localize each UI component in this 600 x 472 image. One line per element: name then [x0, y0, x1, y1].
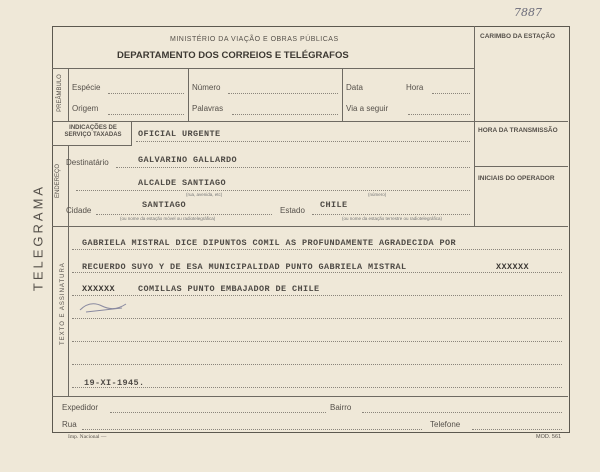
body-side-label: TEXTO E ASSINATURA: [60, 262, 66, 345]
address-side-label: ENDEREÇO: [55, 164, 61, 199]
estado-label: Estado: [280, 206, 305, 215]
indicacoes-value: OFICIAL URGENTE: [138, 129, 221, 139]
printer-mark: Imp. Nacional —: [68, 434, 107, 440]
struck-text-lead: XXXXXX: [82, 284, 116, 294]
message-line-3: COMILLAS PUNTO EMBAJADOR DE CHILE: [138, 284, 320, 294]
line2-hint-right: (número): [368, 192, 387, 197]
archive-number: 7887: [514, 6, 542, 19]
palavras-label: Palavras: [192, 104, 224, 113]
data-label: Data: [346, 83, 363, 92]
especie-label: Espécie: [72, 83, 101, 92]
cidade-value: SANTIAGO: [142, 200, 187, 210]
message-date: 19-XI-1945.: [84, 378, 145, 388]
message-line-1: GABRIELA MISTRAL DICE DIPUNTOS COMIL AS PROFUNDAMENTE AGRADECIDA POR: [82, 238, 457, 248]
struck-text-tail: XXXXXX: [496, 262, 530, 272]
estado-hint: (ou nome da estação terrestre ou radiotelegráfica): [342, 216, 443, 221]
numero-label: Número: [192, 83, 221, 92]
rua-label: Rua: [62, 420, 77, 429]
expedidor-label: Expedidor: [62, 403, 99, 412]
destinatario-value: GALVARINO GALLARDO: [138, 155, 238, 165]
via-label: Via a seguir: [346, 104, 389, 113]
ministry-title: MINISTÉRIO DA VIAÇÃO E OBRAS PÚBLICAS: [170, 36, 339, 43]
line2-hint: (rua, avenida, etc): [186, 192, 223, 197]
stamp-box-label: CARIMBO DA ESTAÇÃO: [480, 33, 556, 40]
department-title: DEPARTAMENTO DOS CORREIOS E TELÉGRAFOS: [117, 50, 349, 61]
preamble-side-label: PREÂMBULO: [57, 74, 63, 112]
pencil-mark: [76, 296, 146, 316]
message-line-2: RECUERDO SUYO Y DE ESA MUNICIPALIDAD PUNTO GABRIELA MISTRAL: [82, 262, 407, 272]
model-number: MOD. 561: [536, 434, 562, 440]
hora-transmissao-label: HORA DA TRANSMISSÃO: [478, 127, 558, 134]
form-frame: [52, 26, 570, 433]
telegram-side-title: TELEGRAMA: [30, 183, 46, 292]
hora-label: Hora: [406, 83, 424, 92]
estado-value: CHILE: [320, 200, 348, 210]
destinatario-label: Destinatário: [66, 158, 109, 167]
address-line2-value: ALCALDE SANTIAGO: [138, 178, 227, 188]
cidade-hint: (ou nome da estação móvel ou radiotelegráfica): [120, 216, 216, 221]
cidade-label: Cidade: [66, 206, 92, 215]
origem-label: Origem: [72, 104, 99, 113]
indicacoes-label: INDICAÇÕES DE SERVIÇO TAXADAS: [64, 125, 122, 138]
telefone-label: Telefone: [430, 420, 461, 429]
bairro-label: Bairro: [330, 403, 352, 412]
iniciais-operador-label: INICIAIS DO OPERADOR: [478, 175, 555, 182]
